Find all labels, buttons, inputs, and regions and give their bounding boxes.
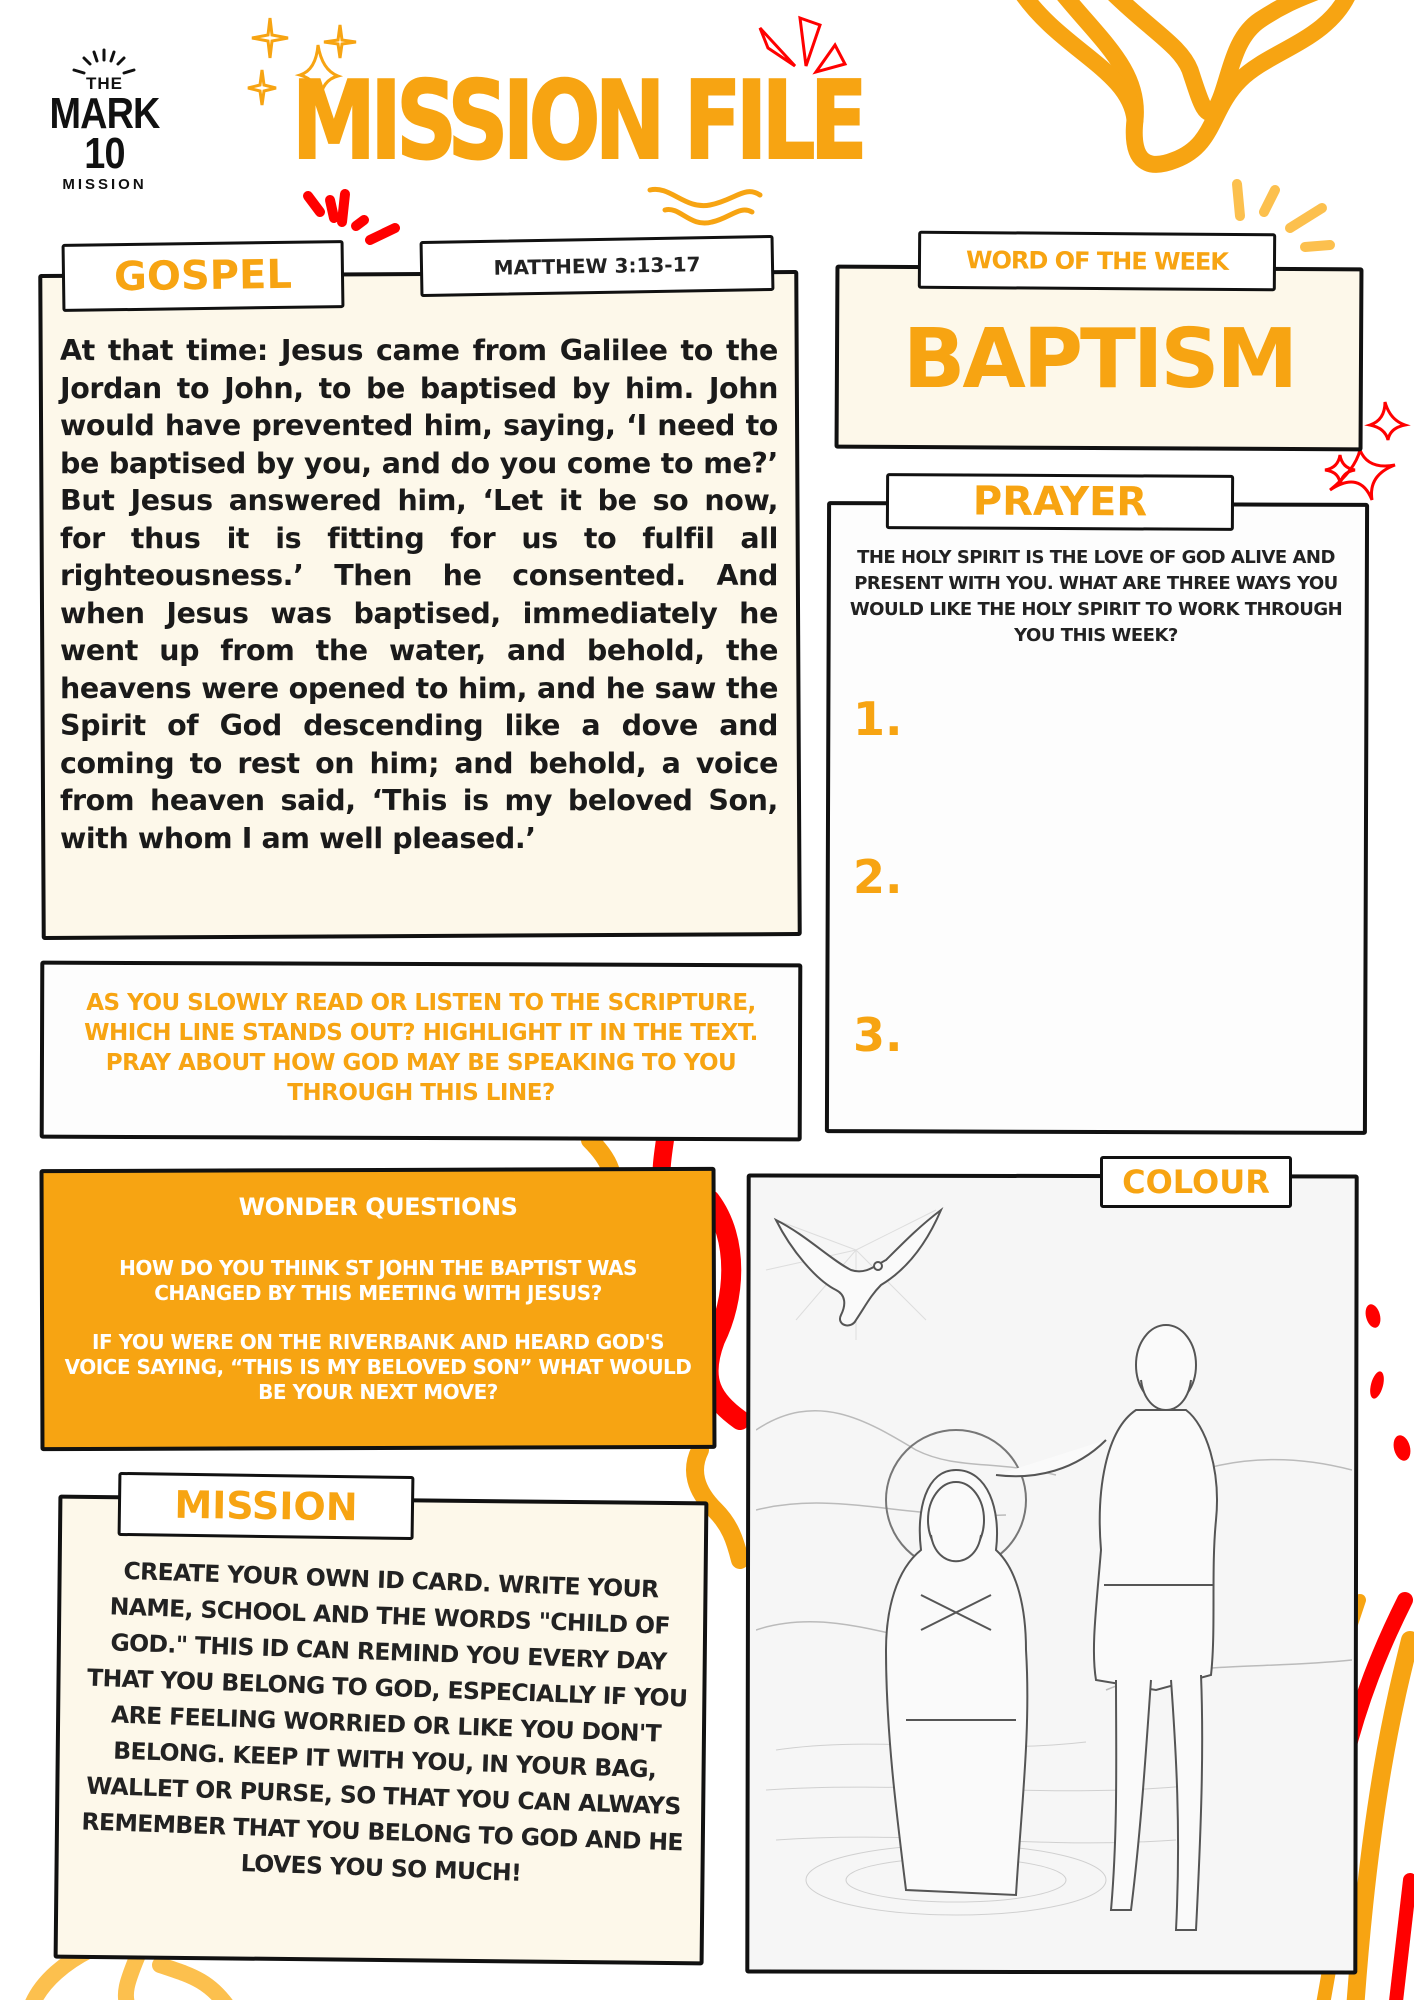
gospel-label: GOSPEL [113,251,293,301]
mark10-logo [22,50,187,193]
prayer-item-3-number: 3. [853,1008,903,1062]
gospel-reference: MATTHEW 3:13-17 [493,252,701,280]
prayer-item-1-number: 1. [853,692,903,746]
word-of-week: BAPTISM [902,312,1296,407]
prayer-prompt: THE HOLY SPIRIT IS THE LOVE OF GOD ALIVE AND PRESENT WITH YOU. WHAT ARE THREE WAYS YOU WOULD LIKE THE HOLY SPIRIT TO WORK THROUGH YOU THIS WEEK? [849,547,1343,646]
sunburst-icon [54,48,154,76]
mission-label: MISSION [174,1482,358,1530]
colour-label: COLOUR [1122,1163,1270,1201]
prayer-label: PRAYER [972,478,1148,526]
mission-label-tab [118,1472,415,1540]
gospel-reference-tab [420,235,775,297]
baptism-colouring-illustration[interactable] [756,1190,1352,1960]
word-of-week-label: WORD OF THE WEEK [965,246,1229,276]
logo-mark10: MARK 10 [49,89,160,178]
word-of-week-label-tab [918,231,1276,291]
prayer-answer-3[interactable] [920,1006,1340,1066]
wonder-question-1: HOW DO YOU THINK ST JOHN THE BAPTIST WAS CHANGED BY THIS MEETING WITH JESUS? [119,1256,637,1305]
page-title: MISSION FILE [292,59,863,184]
mission-text: CREATE YOUR OWN ID CARD. WRITE YOUR NAME, SCHOOL AND THE WORDS "CHILD OF GOD." THIS ID CAN REMIND YOU EVERY DAY THAT YOU BELONG TO GOD, ESPECIALLY IF YOU ARE FEELING WORRIED OR LIKE YOU DON'T BELONG. KEEP IT WITH YOU, IN YOUR BAG, WALLET OR PURSE, SO THAT YOU CAN ALWAYS REMEMBER THAT YOU BELONG TO GOD AND HE LOVES YOU SO MUCH! [81,1556,688,1887]
logo-mission: MISSION [62,176,147,193]
gospel-label-tab [62,240,345,312]
colour-label-tab [1100,1156,1292,1208]
prayer-label-tab [886,473,1234,531]
wonder-questions-title: WONDER QUESTIONS [238,1193,518,1221]
prayer-item-2-number: 2. [853,850,903,904]
reflection-text: AS YOU SLOWLY READ OR LISTEN TO THE SCRIPTURE, WHICH LINE STANDS OUT? HIGHLIGHT IT IN THE TEXT. PRAY ABOUT HOW GOD MAY BE SPEAKING TO YOU THROUGH THIS LINE? [84,990,758,1106]
prayer-answer-2[interactable] [920,848,1340,908]
wonder-question-2: IF YOU WERE ON THE RIVERBANK AND HEARD GOD'S VOICE SAYING, “THIS IS MY BELOVED SON” WHAT WOULD BE YOUR NEXT MOVE? [64,1330,692,1404]
gospel-text: At that time: Jesus came from Galilee to the Jordan to John, to be baptised by him. John would have prevented him, saying, ‘I need to be baptised by you, and do you come to me?’ But Jesus answered him, ‘Let it be so now, for thus it is fitting for us to fulfil all righteousness.’ Then he consented. And when Jesus was baptised, immediately he went up from the water, and behold, the heavens were opened to him, and he saw the Spirit of God descending like a dove and coming to rest on him; and behold, a voice from heaven said, ‘This is my beloved Son, with whom I am well pleased.’ [60,334,778,855]
logo-the: THE [86,74,123,93]
prayer-answer-1[interactable] [920,690,1340,750]
